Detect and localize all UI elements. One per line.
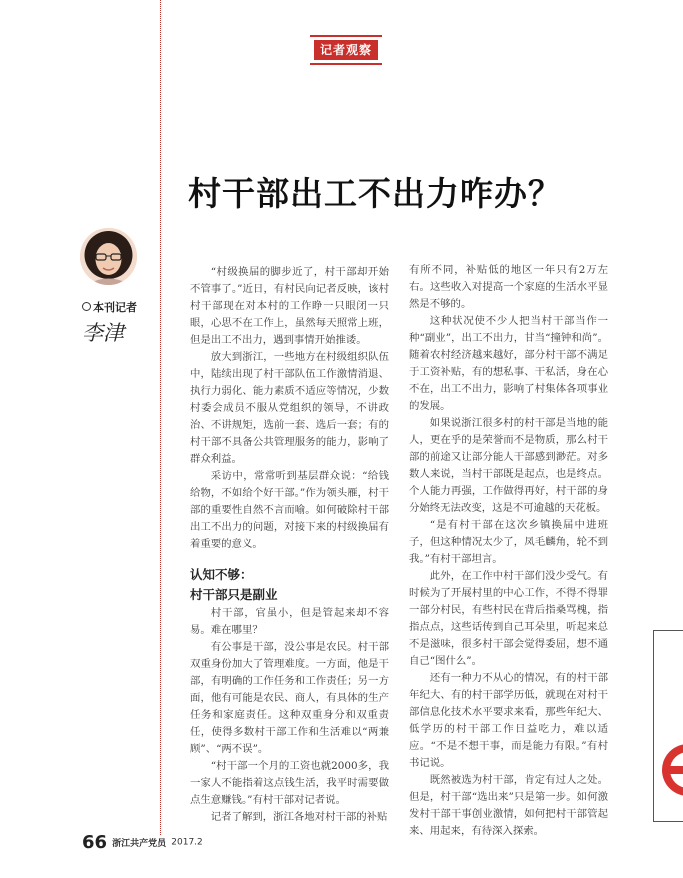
byline-text: 本刊记者 (93, 301, 137, 314)
subheading-line-1: 认知不够： (190, 567, 253, 582)
paragraph: 此外，在工作中村干部们没少受气。有时候为了开展村里的中心工作，不得不得罪一部分村民，有些村民在背后指桑骂槐，指指点点，这些话传到自己耳朵里，听起来总不是滋味，很多村干部会觉得委屈，想不通自己“图什么”。 (409, 570, 608, 667)
paragraph: 采访中，常常听到基层群众说：“给钱给物，不如给个好干部。”作为领头雁，村干部的重要性自然不言而喻。如何破除村干部出工不出力的问题，对接下来的村级换届有着重要的意义。 (190, 470, 389, 550)
margin-dotted-line (160, 0, 161, 835)
paragraph: 村干部，官虽小，但是管起来却不容易。难在哪里？ (190, 607, 389, 636)
magazine-logo: 浙江共产党员 (112, 839, 167, 849)
article-column-1 (190, 264, 389, 826)
section-tag: 记者观察 (314, 40, 378, 60)
paragraph: 如果说浙江很多村的村干部是当地的能人，更在乎的是荣誉而不是物质，那么村干部的前途又让部分能人干部感到渺茫。对多数人来说，当村干部既是起点，也是终点。个人能力再强，工作做得再好，村干部的身分始终无法改变，这是不可逾越的天花板。 (409, 417, 608, 514)
page-footer (82, 832, 203, 853)
paragraph: 记者了解到，浙江各地对村干部的补贴 (210, 811, 388, 823)
author-byline (82, 299, 137, 315)
author-avatar (80, 228, 137, 285)
paragraph: 还有一种力不从心的情况，有的村干部年纪大、有的村干部学历低，就现在对村干部信息化技术水平要求来看，那些年纪大、低学历的村干部工作日益吃力，难以适应。“不是不想干事，而是能力有限。”有村书记说。 (409, 672, 608, 769)
paragraph: 有所不同，补贴低的地区一年只有2万左右。这些收入对提高一个家庭的生活水平显然是不够的。 (409, 264, 608, 310)
paragraph: 有公事是干部，没公事是农民。村干部双重身份加大了管理难度。一方面，他是干部，有明确的工作任务和工作责任；另一方面，他有可能是农民、商人，有具体的生产任务和家庭责任。这种双重身分和双重责任，使得多数村干部工作和生活难以“两兼顾”、“两不误”。 (190, 641, 389, 755)
no-sign-illustration (660, 730, 683, 824)
author-signature: 李津 (82, 321, 124, 345)
page-number: 66 (82, 832, 108, 853)
paragraph: 这种状况使不少人把当村干部当作一种“副业”，出工不出力，甘当“撞钟和尚”。随着农村经济越来越好，部分村干部不满足于工资补贴，有的想私事、干私活，身在心不在，出工不出力，影响了村集体各项事业的发展。 (409, 315, 608, 412)
paragraph: “是有村干部在这次乡镇换届中进班子，但这种情况太少了，凤毛麟角，轮不到我。”有村干部坦言。 (409, 519, 608, 565)
paragraph: 既然被选为村干部，肯定有过人之处。但是，村干部“选出来”只是第一步。如何激发村干部干事创业激情，如何把村干部管起来、用起来，有待深入探索。 (409, 774, 608, 837)
bullet-icon (82, 302, 91, 311)
article-title: 村干部出工不出力咋办？ (188, 174, 562, 213)
paragraph: 放大到浙江，一些地方在村级组织队伍中，陆续出现了村干部队伍工作激情消退、执行力弱化、能力素质不适应等情况，少数村委会成员不服从党组织的领导，不讲政治、不讲规矩，选前一套、选后一套；有的村干部不具备公共管理服务的能力，影响了群众利益。 (190, 351, 389, 465)
issue-number: 2017.2 (171, 837, 203, 848)
article-column-2 (409, 262, 608, 840)
paragraph: “村干部一个月的工资也就2000多，我一家人不能指着这点钱生活，我平时需要做点生意赚钱。”有村干部对记者说。 (190, 760, 389, 806)
paragraph: “村级换届的脚步近了，村干部却开始不管事了。”近日，有村民向记者反映，该村村干部现在对本村的工作睁一只眼闭一只眼，心思不在工作上，虽然每天照常上班，但是出工不出力，遇到事情开始推诿。 (190, 266, 389, 346)
subheading-line-2: 村干部只是副业 (190, 587, 278, 602)
